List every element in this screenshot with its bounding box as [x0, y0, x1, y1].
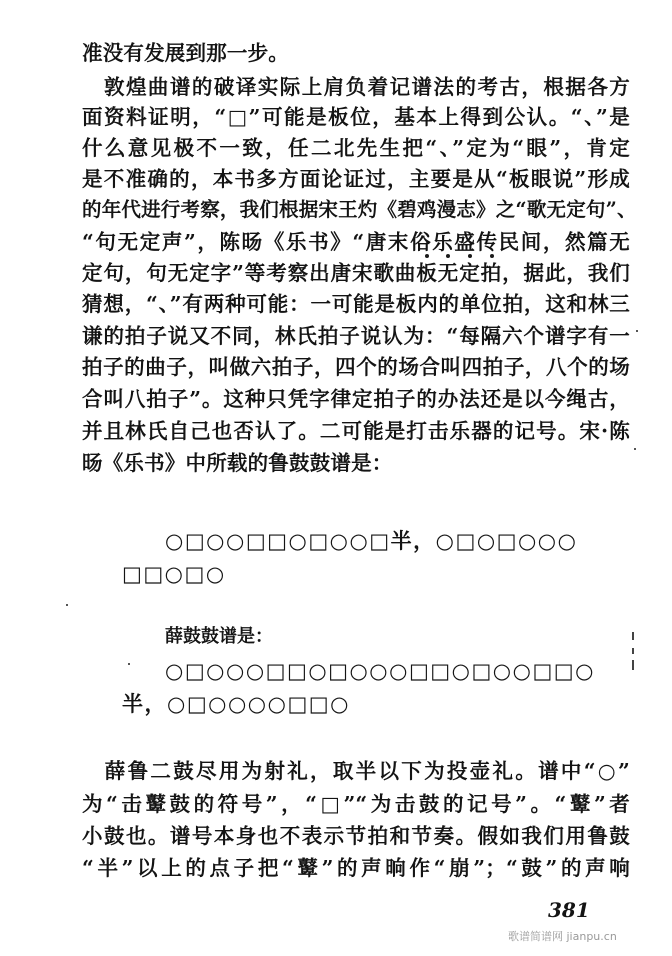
text-line-5: 是不准确的，本书多方面论证过，主要是从“板眼说”形成 [82, 167, 630, 191]
scan-speck [128, 663, 130, 665]
xue-drum-score-line-1: ○□○○○□□○□○○○□□○□○○□□○ [165, 658, 595, 683]
emphasis-dot [446, 254, 450, 258]
text-line-12: 合叫八拍子”。这种只凭字律定拍子的办法还是以今绳古， [82, 387, 630, 411]
scan-mark [632, 648, 634, 654]
text-line-2: 敦煌曲谱的破译实际上肩负着记谱法的考古，根据各方 [82, 75, 630, 99]
lu-drum-score-line-2: □□○□○ [122, 561, 226, 586]
emphasis-dot [468, 254, 472, 258]
text-line-7: “句无定声”，陈旸《乐书》“唐末俗乐盛传民间，然篇无 [82, 230, 630, 254]
text-line-1: 准没有发展到那一步。 [82, 41, 289, 65]
closing-line-1: 薛鲁二鼓尽用为射礼，取半以下为投壶礼。谱中“○” [82, 759, 630, 783]
scan-speck [634, 448, 636, 450]
closing-line-2: 为“击鼙鼓的符号”，“□”“为击鼓的记号”。“鼙”者 [82, 792, 630, 816]
text-line-6: 的年代进行考察，我们根据宋王灼《碧鸡漫志》之“歌无定句”、 [82, 198, 637, 221]
text-line-9: 猜想，“、”有两种可能：一可能是板内的单位拍，这和林三 [82, 292, 630, 316]
scan-mark [632, 632, 634, 640]
page-number: 381 [548, 898, 590, 922]
emphasis-dot [425, 254, 429, 258]
scan-speck [66, 604, 68, 606]
closing-line-3: 小鼓也。谱号本身也不表示节拍和节奏。假如我们用鲁鼓 [82, 824, 630, 848]
text-line-13: 并且林氏自己也否认了。二可能是打击乐器的记号。宋·陈 [82, 419, 630, 443]
text-line-10: 谦的拍子说又不同，林氏拍子说认为：“每隔六个谱字有一 [82, 324, 630, 348]
text-line-4: 什么意见极不一致，任二北先生把“、”定为“眼”，肯定 [82, 136, 630, 160]
text-line-11: 拍子的曲子，叫做六拍子，四个的场合叫四拍子，八个的场 [82, 355, 630, 379]
watermark: 歌谱简谱网 jianpu.cn [508, 930, 617, 943]
xue-drum-score-line-2: 半，○□○○○○□□○ [122, 691, 350, 716]
scan-speck [636, 330, 638, 332]
xue-drum-heading: 薛鼓鼓谱是： [165, 626, 273, 647]
emphasis-dot [490, 254, 494, 258]
text-line-8: 定句，句无定字”等考察出唐宋歌曲板无定拍，据此，我们 [82, 261, 630, 285]
text-line-3: 面资料证明，“□”可能是板位，基本上得到公认。“、”是 [82, 105, 630, 129]
text-line-14: 旸《乐书》中所载的鲁鼓鼓谱是： [82, 451, 393, 475]
scan-mark [632, 660, 634, 670]
lu-drum-score-line-1: ○□○○□□○□○○□半，○□○□○○○ [165, 528, 578, 553]
closing-line-4: “半”以上的点子把“鼙”的声晌作“崩”；“鼓”的声响 [82, 856, 630, 880]
